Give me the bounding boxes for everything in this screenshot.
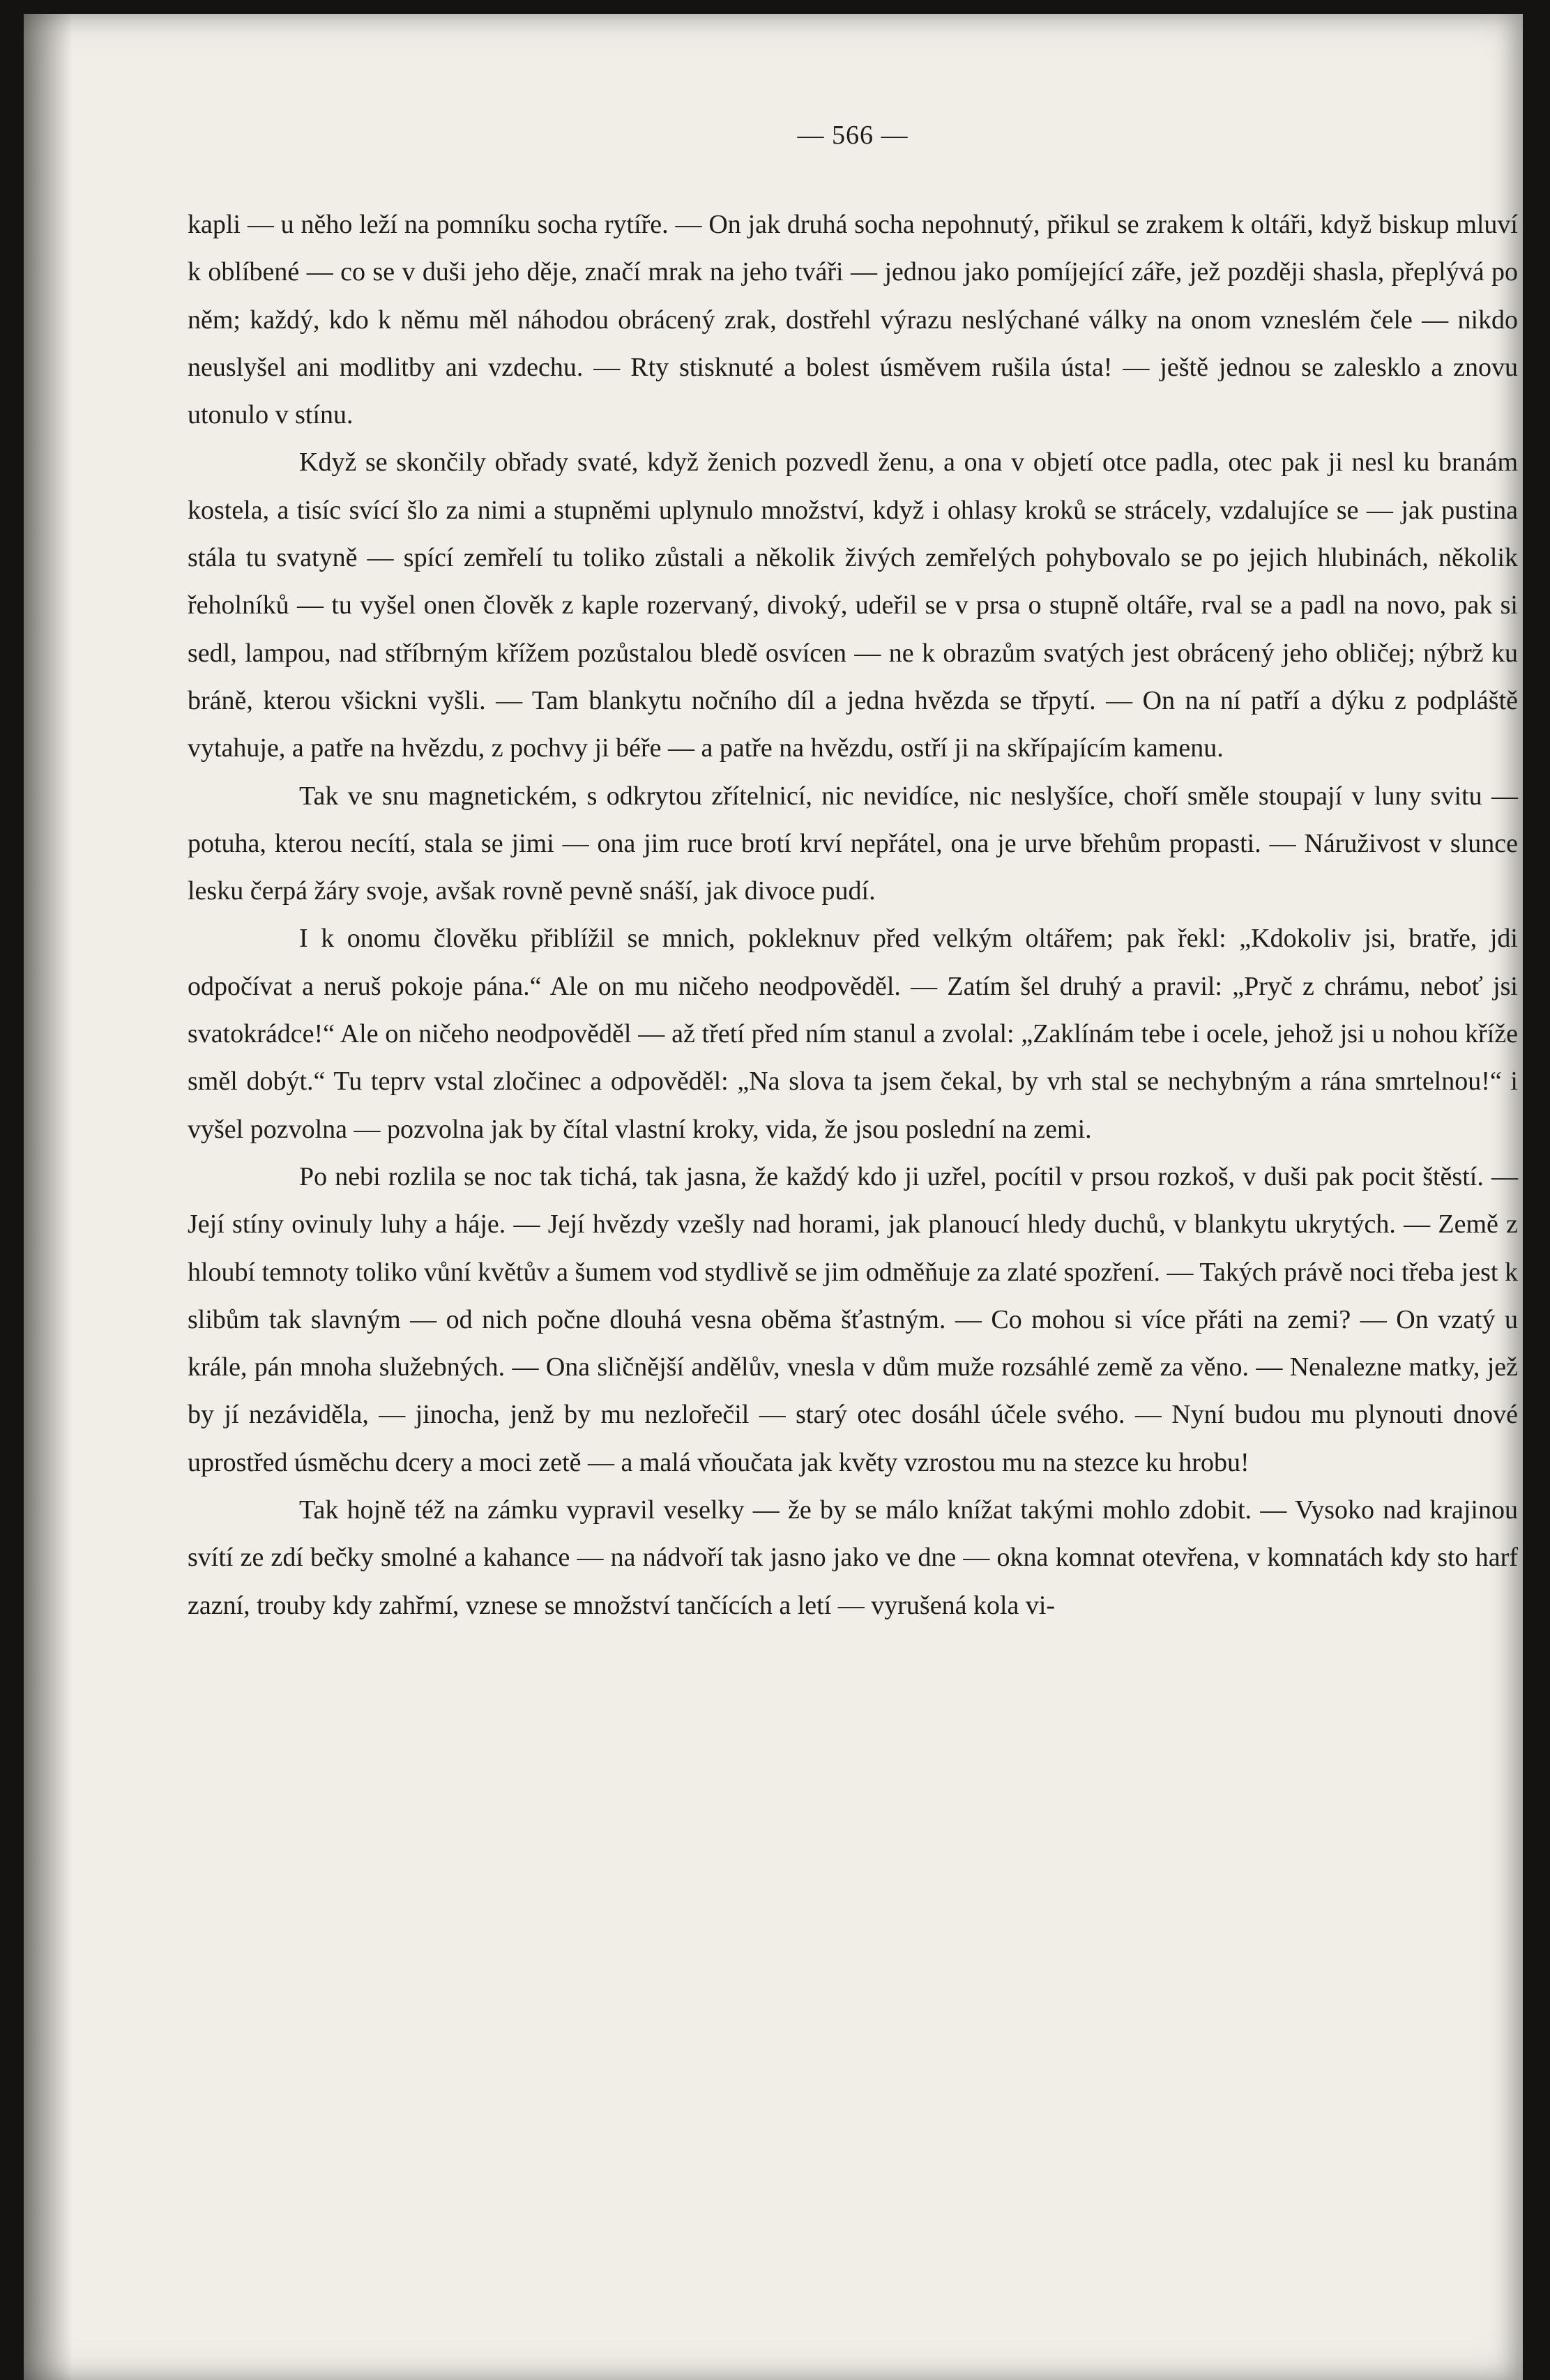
paragraph-4: I k onomu člověku přiblížil se mnich, pokleknuv před velkým oltářem; pak řekl: „Kdokoliv jsi, bratře, jdi odpočívat a neruš pokoje pána.“ Ale on mu ničeho neodpověděl. — Zatím šel druhý a pravil: „Pryč z chrámu, neboť jsi svatokrádce!“ Ale on ničeho neodpověděl — až třetí před ním stanul a zvolal: „Zaklínám tebe i ocele, jehož jsi u nohou kříže směl dobýt.“ Tu teprv vstal zločinec a odpověděl: „Na slova ta jsem čekal, by vrh stal se nechybným a rána smrtelnou!“ i vyšel pozvolna — pozvolna jak by čítal vlastní kroky, vida, že jsou poslední na zemi. xyxy=(188,924,1518,1144)
paragraph-3: Tak ve snu magnetickém, s odkrytou zřítelnicí, nic nevidíce, nic neslyšíce, choří směle stoupají v luny svitu — potuha, kterou necítí, stala se jimi — ona jim ruce brotí krví nepřátel, ona je urve břehům propasti. — Náruživost v slunce lesku čerpá žáry svoje, avšak rovně pevně snáší, jak divoce pudí. xyxy=(188,781,1518,906)
text-block xyxy=(188,112,1518,1629)
paragraph-1: kapli — u něho leží na pomníku socha rytíře. — On jak druhá socha nepohnutý, přikul se zrakem k oltáři, když biskup mluví k oblíbené — co se v duši jeho děje, značí mrak na jeho tváři — jednou jako pomíjející záře, jež později shasla, přeplývá po něm; každý, kdo k němu měl náhodou obrácený zrak, dostřehl výrazu neslýchané války na onom vzneslém čele — nikdo neuslyšel ani modlitby ani vzdechu. — Rty stisknuté a bolest úsměvem rušila ústa! — ještě jednou se zalesklo a znovu utonulo v stínu. xyxy=(188,210,1518,430)
book-page xyxy=(24,14,1523,2380)
paragraph-2: Když se skončily obřady svaté, když ženich pozvedl ženu, a ona v objetí otce padla, otec pak ji nesl ku branám kostela, a tisíc svící šlo za nimi a stupněmi uplynulo množství, když i ohlasy kroků se strácely, vzdalujíce se — jak pustina stála tu svatyně — spící zemřelí tu toliko zůstali a několik živých zemřelých pohybovalo se po jejich hlubinách, několik řeholníků — tu vyšel onen člověk z kaple rozervaný, divoký, udeřil se v prsa o stupně oltáře, rval se a padl na novo, pak si sedl, lampou, nad stříbrným křížem pozůstalou bledě osvícen — ne k obrazům svatých jest obrácený jeho obličej; nýbrž ku bráně, kterou všickni vyšli. — Tam blankytu nočního díl a jedna hvězda se třpytí. — On na ní patří a dýku z podpláště vytahuje, a patře na hvězdu, z pochvy ji béře — a patře na hvězdu, ostří ji na skřípajícím kamenu. xyxy=(188,448,1518,763)
binding-shadow xyxy=(24,14,73,2380)
paragraph-6: Tak hojně též na zámku vypravil veselky — že by se málo knížat takými mohlo zdobit. — Vysoko nad krajinou svítí ze zdí bečky smolné a kahance — na nádvoří tak jasno jako ve dne — okna komnat otevřena, v komnatách kdy sto harf zazní, trouby kdy zahřmí, vznese se množství tančících a letí — vyrušená kola vi- xyxy=(188,1495,1518,1620)
paragraph-5: Po nebi rozlila se noc tak tichá, tak jasna, že každý kdo ji uzřel, pocítil v prsou rozkoš, v duši pak pocit štěstí. — Její stíny ovinuly luhy a háje. — Její hvězdy vzešly nad horami, jak planoucí hledy duchů, v blankytu ukrytých. — Země z hloubí temnoty toliko vůní květův a šumem vod stydlivě se jim odměňuje za zlaté spozření. — Takých právě noci třeba jest k slibům tak slavným — od nich počne dlouhá vesna oběma šťastným. — Co mohou si více přáti na zemi? — On vzatý u krále, pán mnoha služebných. — Ona sličnější andělův, vnesla v dům muže rozsáhlé země za věno. — Nenalezne matky, jež by jí nezáviděla, — jinocha, jenž by mu nezlořečil — starý otec dosáhl účele svého. — Nyní budou mu plynouti dnové uprostřed úsměchu dcery a moci zetě — a malá vňoučata jak květy vzrostou mu na stezce ku hrobu! xyxy=(188,1161,1518,1477)
page-number: — 566 — xyxy=(797,121,909,150)
